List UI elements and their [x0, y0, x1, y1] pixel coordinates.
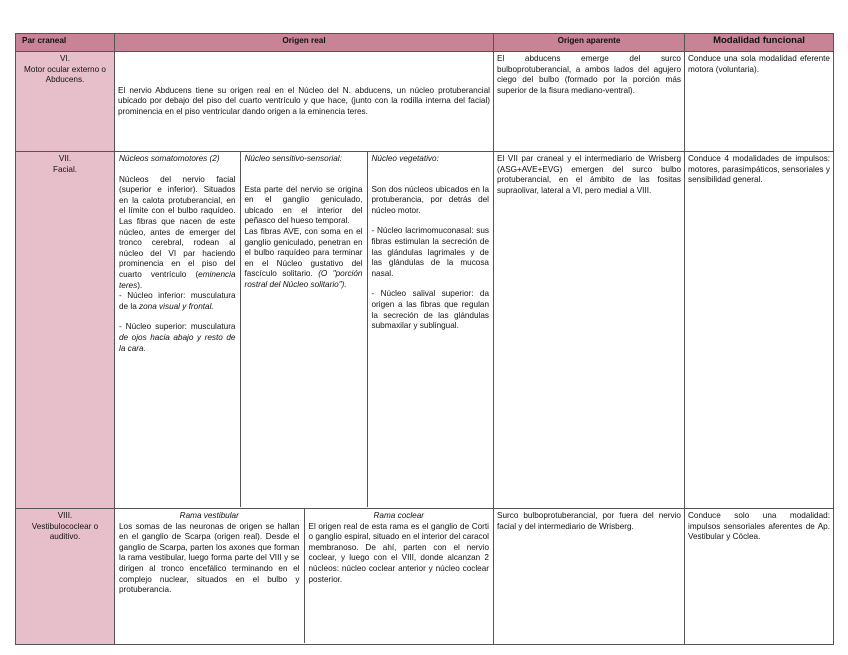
vii-sensitivo-body: Esta parte del nervio se origina en el ganglio geniculado, ubicado en el interior del peñasco del hueso temporal. Las fibras AVE, con soma en el ganglio geniculado, penetran en el bulbo raquídeo para terminar en el Núcleo gustativo del fascículo solitario.	[244, 184, 363, 279]
viii-vestibular-body: Los somas de las neuronas de origen se hallan en el ganglio de Scarpa (origen real). Desde el ganglio de Scarpa, parten los axones que forman la rama vestibular, luego forma parte del VIII y se dirigen al tronco encefálico terminando en el complejo nuclear, situados en el bulbo y protuberancia.	[119, 521, 302, 595]
header-origen-real: Origen real	[115, 34, 494, 52]
vii-origen-real	[115, 152, 494, 509]
header-origen-aparente: Origen aparente	[494, 34, 685, 52]
vii-nucleo-superior-em: de ojos hacia abajo y resto de la cara.	[119, 332, 238, 353]
nerve-viii-label: VIII. Vestibulococlear o auditivo.	[31, 511, 99, 542]
vii-somatomotor-after: ).	[137, 280, 143, 290]
viii-origen-real	[115, 509, 494, 645]
vii-origen-aparente-text: El VII par craneal y el intermediario de Wrisberg (ASG+AVE+EVG) emergen del surco bulbo protuberancial, en el ámbito de las fositas supraolivar, lateral a VI, pero medial a VIII.	[497, 154, 684, 195]
vi-modalidad	[685, 52, 834, 152]
nerve-vi	[16, 52, 115, 152]
header-par-craneal: Par craneal	[16, 34, 115, 52]
viii-modalidad-text: Conduce solo una modalidad: impulsos sensoriales aferentes de Ap. Vestibular y Cóclea.	[688, 511, 833, 542]
cranial-nerves-table	[15, 33, 834, 645]
vii-vegetativo-body: Son dos núcleos ubicados en la protuberancia, por detrás del núcleo motor.	[371, 184, 492, 215]
viii-modalidad	[685, 509, 834, 645]
header-modalidad-funcional: Modalidad funcional	[685, 34, 834, 52]
vii-vegetativo-column	[367, 152, 493, 507]
header-row	[16, 34, 834, 52]
vii-somatomotor-em: eminencia teres	[119, 269, 238, 290]
table-row-vii	[16, 152, 834, 509]
vii-nuclei-subtable	[115, 152, 493, 507]
vii-nucleo-superior: - Núcleo superior: musculatura	[119, 322, 238, 332]
vii-modalidad	[685, 152, 834, 509]
vi-origen-real-text: El nervio Abducens tiene su origen real en el Núcleo del N. abducens, un núcleo protuberancial ubicado por debajo del piso del cuarto ventrículo y que hace, (junto con la rodilla interna del facial) prominencia en el piso ventricular dando origen a la eminencia teres.	[118, 85, 493, 116]
vii-lacrimomuconasal: - Núcleo lacrimomuconasal: sus fibras estimulan la secreción de las glándulas lagrimales y de las glándulas de la mucosa nasal.	[371, 226, 492, 278]
vii-modalidad-text: Conduce 4 modalidades de impulsos: motores, parasimpáticos, sensoriales y sensibilidad general.	[688, 154, 833, 185]
vii-origen-aparente	[494, 152, 685, 509]
vii-nucleo-inferior: - Núcleo inferior: musculatura de la	[119, 291, 238, 311]
table-row-viii	[16, 509, 834, 645]
table-row-vi	[16, 52, 834, 152]
vii-somatomotor-body: Núcleos del nervio facial (superior e inferior). Situados en la calota protuberancial, en el límite con el bulbo raquídeo. Las fibras que nacen de este núcleo, antes de emerger del tronco cerebral, rodean al núcleo del VI par haciendo prominencia en el piso del cuarto ventrículo (	[119, 174, 238, 279]
viii-coclear-column	[304, 509, 493, 643]
vii-sensitivo-column	[240, 152, 367, 507]
vi-modalidad-text: Conduce una sola modalidad eferente motora (voluntaria).	[688, 54, 833, 74]
vii-somatomotor-title: Núcleos somatomotores (2)	[119, 154, 220, 163]
viii-branches-subtable	[115, 509, 493, 643]
vii-somatomotor-column	[115, 152, 240, 507]
nerve-vii-label: VII. Facial.	[52, 154, 78, 174]
vii-vegetativo-title: Núcleo vegetativo:	[371, 154, 439, 163]
viii-coclear-title: Rama coclear	[373, 511, 424, 520]
viii-vestibular-title: Rama vestibular	[179, 511, 239, 520]
viii-origen-aparente	[494, 509, 685, 645]
nerve-vii	[16, 152, 115, 509]
vii-salival-superior: - Núcleo salival superior: da origen a las fibras que regulan la secreción de las glándulas submaxilar y sublingual.	[371, 289, 492, 331]
nerve-viii	[16, 509, 115, 645]
vii-sensitivo-em: (O "porción rostral del Núcleo solitario").	[244, 269, 365, 289]
vi-origen-aparente	[494, 52, 685, 152]
vii-sensitivo-title: Núcleo sensitivo-sensorial:	[244, 154, 342, 163]
vii-nucleo-inferior-em: zona visual y frontal.	[139, 301, 214, 311]
vi-origen-real	[115, 52, 494, 152]
viii-vestibular-column	[115, 509, 304, 643]
viii-origen-aparente-text: Surco bulboprotuberancial, por fuera del nervio facial y del intermediario de Wrisberg.	[497, 511, 684, 531]
nerve-vi-label: VI. Motor ocular externo o Abducens.	[24, 54, 106, 85]
viii-coclear-body: El origen real de esta rama es el ganglio de Corti o ganglio espiral, situado en el interior del caracol membranoso. De ahí, parten con el nervio coclear, y luego con el VIII, donde alcanzan 2 núcleos: núcleo coclear anterior y núcleo coclear posterior.	[308, 521, 492, 584]
vi-origen-aparente-text: El abducens emerge del surco bulboprotuberancial, a ambos lados del agujero ciego del bulbo (formado por la porción más superior de la fisura mediano-ventral).	[497, 54, 684, 95]
